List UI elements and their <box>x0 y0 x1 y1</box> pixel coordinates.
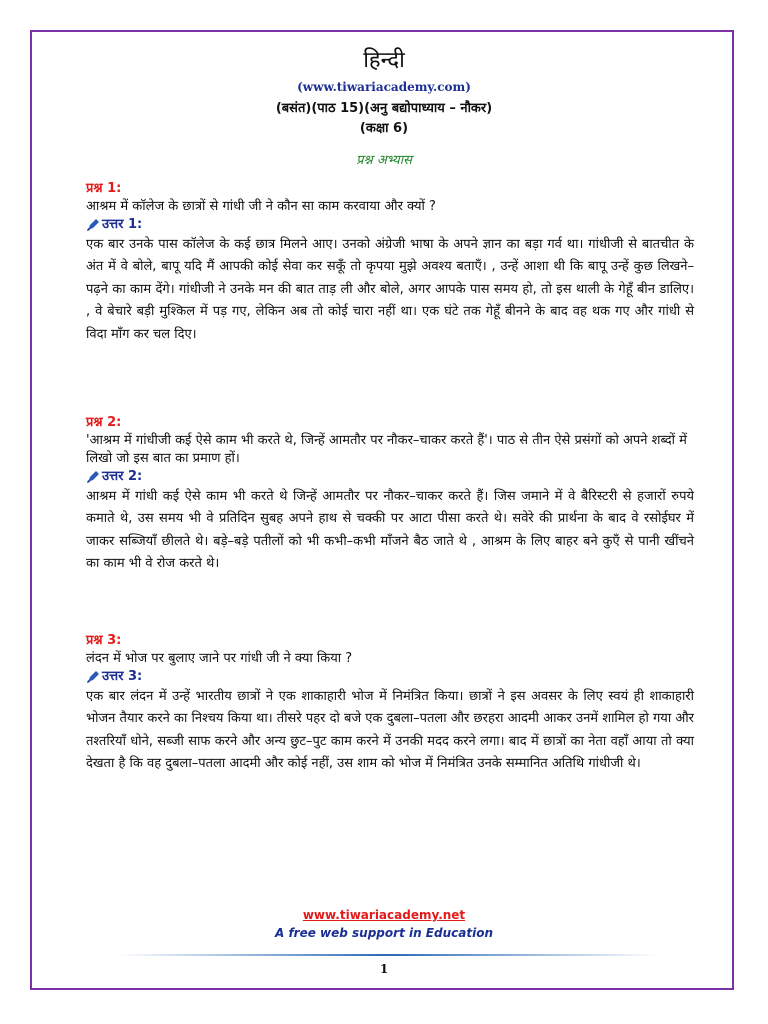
qa-block-1 <box>86 180 694 346</box>
site-link[interactable]: (www.tiwariacademy.com) <box>297 80 471 94</box>
answer-label: उत्तर 1: <box>102 217 143 232</box>
question-text: 'आश्रम में गांधीजी कई ऐसे काम भी करते थे, जिन्हें आमतौर पर नौकर–चाकर करते हैं'। पाठ से तीन ऐसे प्रसंगों को अपने शब्दों में लिखो जो इस बात का प्रमाण हों। <box>86 433 687 466</box>
pen-icon <box>86 218 100 232</box>
qa-block-2 <box>86 414 694 576</box>
pen-icon <box>86 470 100 484</box>
footer-tagline: A free web support in Education <box>274 926 493 940</box>
answer-label-row <box>86 468 694 486</box>
chapter-heading: (बसंत)(पाठ 15)(अनु बद्योपाध्याय – नौकर) <box>275 101 493 116</box>
answer-label: उत्तर 3: <box>102 669 143 684</box>
pen-icon <box>86 670 100 684</box>
footer-site-link[interactable]: www.tiwariacademy.net <box>302 908 466 922</box>
answer-text: एक बार लंदन में उन्हें भारतीय छात्रों ने एक शाकाहारी भोज में निमंत्रित किया। छात्रों ने इस अवसर के लिए स्वयं ही शाकाहारी भोजन तैयार करने का निश्चय किया था। तीसरे पहर दो बजे एक दुबला–पतला और छरहरा आदमी आकर उनमें शामिल हो गया और तश्तरियाँ धोने, सब्जी साफ करने और अन्य छुट–पुट काम करने में उनकी मदद करने लगा। बाद में छात्रों का नेता वहाँ आया तो क्या देखता है कि वह दुबला–पतला आदमी और कोई नहीं, उस शाम को भोज में निमंत्रित उनके सम्मानित अतिथि गांधीजी थे। <box>86 689 694 772</box>
question-text: लंदन में भोज पर बुलाए जाने पर गांधी जी ने क्या किया ? <box>86 651 353 666</box>
answer-label: उत्तर 2: <box>102 469 143 484</box>
class-heading: (कक्षा 6) <box>359 121 409 136</box>
question-text: आश्रम में कॉलेज के छात्रों से गांधी जी ने कौन सा काम करवाया और क्यों ? <box>86 199 436 214</box>
section-title: प्रश्न अभ्यास <box>356 153 412 168</box>
page-number: 1 <box>379 962 389 976</box>
footer-divider <box>118 954 658 956</box>
question-label: प्रश्न 3: <box>86 633 122 648</box>
page-title: हिन्दी <box>363 48 405 73</box>
answer-label-row <box>86 668 694 686</box>
qa-block-3 <box>86 632 694 776</box>
question-label: प्रश्न 1: <box>86 181 122 196</box>
answer-text: एक बार उनके पास कॉलेज के कई छात्र मिलने आए। उनको अंग्रेजी भाषा के अपने ज्ञान का बड़ा गर्व था। गांधीजी से बातचीत के अंत में वे बोले, बापू यदि मैं आपकी कोई सेवा कर सकूँ तो कृपया मुझे अवश्य बताएँ। , उन्हें आशा थी कि बापू उन्हें कुछ लिखने–पढ़ने का काम देंगे। गांधीजी ने उनके मन की बात ताड़ ली और बोले, अगर आपके पास समय हो, तो इस थाली के गेहूँ बीन डालिए। , वे बेचारे बड़ी मुश्किल में पड़ गए, लेकिन अब तो कोई चारा नहीं था। एक घंटे तक गेहूँ बीनने के बाद वह थक गए और गांधी से विदा माँग कर चल दिए। <box>86 237 694 342</box>
answer-label-row <box>86 216 694 234</box>
question-label: प्रश्न 2: <box>86 415 122 430</box>
answer-text: आश्रम में गांधी कई ऐसे काम भी करते थे जिन्हें आमतौर पर नौकर–चाकर करते हैं। जिस जमाने में वे बैरिस्टरी से हजारों रुपये कमाते थे, उस समय भी वे प्रतिदिन सुबह अपने हाथ से चक्की पर आटा पीसा करते थे। सवेरे की प्रार्थना के बाद वे रसोईघर में जाकर सब्जियाँ छीलते थे। बड़े–बड़े पतीलों को भी कभी–कभी माँजने बैठ जाते थे , आश्रम के लिए बाहर बने कुएँ से पानी खींचने का काम भी वे रोज करते थे। <box>86 489 694 572</box>
